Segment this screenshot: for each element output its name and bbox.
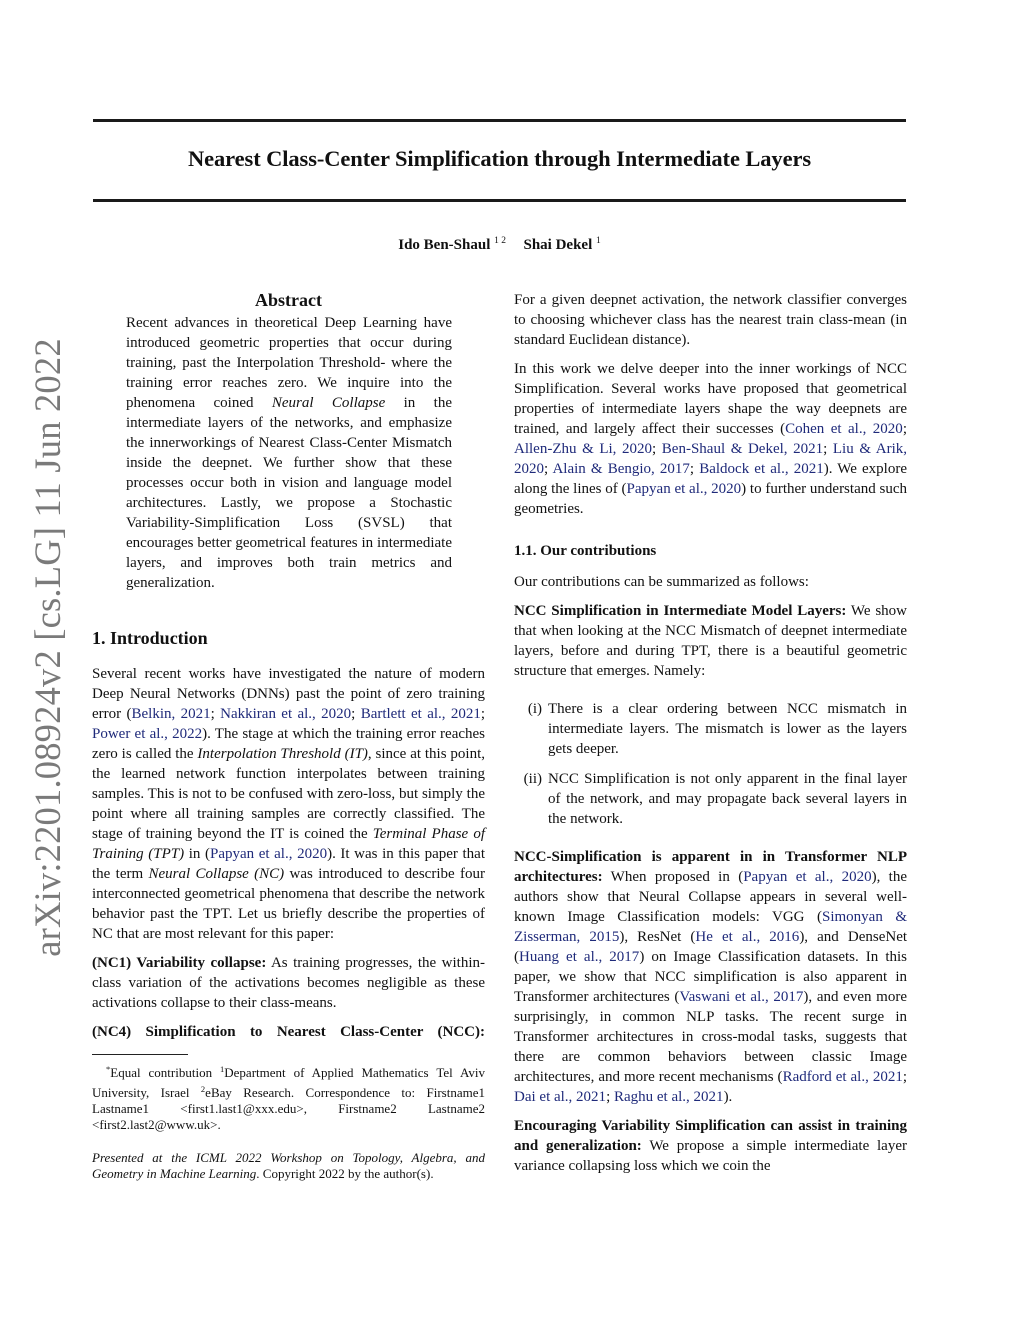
citation-link[interactable]: Alain & Bengio, 2017 [552, 461, 690, 477]
emphasis: Neural Collapse (NC) [148, 866, 285, 882]
contribution-item [514, 601, 907, 681]
footnote-rule [92, 1054, 188, 1055]
text: ; [210, 706, 221, 722]
abstract-text: in the intermediate layers of the networks, and emphasize the innerworkings of Nearest Class-Center Mismatch inside the deepnet. We further show that these processes occur both in vision and language model architectures. Lastly, we propose a Stochastic Variability-Simplification Loss (SVSL) that encourages better geometrical features in intermediate layers, and improves both train metrics and generalization. [126, 395, 452, 591]
list-number: (i) [527, 701, 542, 717]
citation-link[interactable]: Cohen et al., 2020 [785, 421, 903, 437]
footnote-mark: 2 [200, 1084, 206, 1094]
arxiv-identifier-stamp [22, 338, 72, 957]
text: ). It was in this paper that the term [92, 846, 486, 882]
text: We show that when looking at the NCC Mismatch of deepnet intermediate layers, before and during TPT, there is a beautiful geometric structure that emerges. Namely: [514, 603, 907, 679]
workshop-notice [92, 1150, 485, 1182]
text: ; [689, 461, 700, 477]
text: When proposed in ( [602, 869, 744, 885]
text: ). [723, 1089, 733, 1105]
text: ; [606, 1089, 614, 1105]
footnote-mark: * [106, 1064, 111, 1074]
arxiv-id-text: arXiv:2201.08924v2 [cs.LG] 11 Jun 2022 [26, 338, 68, 957]
text: was introduced to describe four interconnected geometrical phenomena that describe the network behavior past the TPT. Let us briefly describe the properties of NC that are most relevant for this paper: [92, 866, 485, 942]
citation-link[interactable]: Power et al., 2022 [92, 726, 203, 742]
text: ; [652, 441, 662, 457]
text: As training progresses, the within-class variation of the activations becomes negligible as these activations collapse to their class-means. [92, 955, 485, 1011]
emphasis: Presented at the ICML 2022 Workshop on Topology, Algebra, and Geometry in Machine Learning [92, 1150, 485, 1181]
text: ), and DenseNet ( [514, 929, 908, 965]
nc4-heading-paragraph [92, 1022, 485, 1042]
right-column [514, 290, 907, 1185]
text: ), the authors show that Neural Collapse appears in several well-known Image Classification models: VGG ( [514, 869, 907, 925]
contribution-label: NCC Simplification in Intermediate Model Layers: [514, 603, 847, 619]
nc4-label: (NC4) Simplification to Nearest Class-Center (NCC): [92, 1024, 485, 1040]
text: Equal contribution [110, 1065, 221, 1080]
text: ; [480, 706, 486, 722]
text: ), and even more surprisingly, in common NLP tasks. The recent surge in Transformer architectures in cross-modal tasks, suggests that there are common behaviors between classic Image architectures, and more recent mechanisms ( [514, 989, 907, 1085]
text: . Copyright 2022 by the author(s). [256, 1166, 434, 1181]
contribution-item [514, 847, 907, 1107]
contribution-item [514, 1116, 907, 1176]
contribution-label: Encouraging Variability Simplification can assist in training and generalization: [514, 1118, 907, 1154]
text: ), ResNet ( [619, 929, 696, 945]
text: ; [823, 441, 833, 457]
paper-title: Nearest Class-Center Simplification through Intermediate Layers [187, 146, 811, 171]
citation-link[interactable]: Raghu et al., 2021 [613, 1089, 724, 1105]
citation-link[interactable]: Allen-Zhu & Li, 2020 [514, 441, 653, 457]
contribution-label: NCC-Simplification is apparent in in Transformer NLP architectures: [514, 849, 907, 885]
text: In this work we delve deeper into the inner workings of NCC Simplification. Several works have proposed that geometrical properties of intermediate layers shape the way deepnets are trained, and largely affect their successes ( [514, 361, 907, 437]
text: ) to further understand such geometries. [514, 481, 907, 517]
list-text: NCC Simplification is not only apparent in the final layer of the network, and may propagate back several layers in the network. [548, 771, 907, 827]
text: ; [351, 706, 361, 722]
abstract-heading: Abstract [255, 290, 322, 310]
list-number: (ii) [523, 771, 542, 787]
text: Department of Applied Mathematics Tel Aviv University, Israel [92, 1065, 485, 1100]
text: ; [544, 461, 553, 477]
text: Several recent works have investigated the nature of modern Deep Neural Networks (DNNs) past the point of zero training error ( [92, 666, 485, 722]
text: in ( [184, 846, 210, 862]
list-item [514, 769, 907, 829]
citation-link[interactable]: Ben-Shaul & Dekel, 2021 [661, 441, 824, 457]
citation-link[interactable]: Nakkiran et al., 2020 [220, 706, 352, 722]
text: ; [902, 1069, 907, 1085]
nc1-paragraph [92, 953, 485, 1013]
citation-link[interactable]: Bartlett et al., 2021 [360, 706, 481, 722]
footnote-affiliations [92, 1061, 485, 1133]
citation-link[interactable]: Baldock et al., 2021 [699, 461, 824, 477]
author-affiliation: 1 [596, 236, 601, 246]
abstract-body [126, 313, 452, 593]
text: ). We explore along the lines of ( [514, 461, 908, 497]
citation-link[interactable]: Huang et al., 2017 [519, 949, 640, 965]
citation-link[interactable]: Simonyan & Zisserman, 2015 [514, 909, 907, 945]
emphasis: Interpolation Threshold (IT) [197, 746, 368, 762]
citation-link[interactable]: Dai et al., 2021 [514, 1089, 607, 1105]
list-text: There is a clear ordering between NCC mismatch in intermediate layers. The mismatch is lower as the layers gets deeper. [548, 701, 907, 757]
footnote-mark: 1 [220, 1064, 225, 1074]
title-rule-bottom [93, 199, 906, 202]
citation-link[interactable]: He et al., 2016 [695, 929, 800, 945]
intro-paragraph [514, 359, 907, 519]
text: ) on Image Classification datasets. In this paper, we show that NCC simplification is also apparent in Transformer architectures ( [514, 949, 908, 1005]
enumerated-list [514, 699, 907, 829]
section-heading-introduction: 1. Introduction [92, 628, 208, 648]
text: ). The stage at which the training error reaches zero is called the [92, 726, 486, 762]
text: We propose a simple intermediate layer variance collapsing loss which we coin the [514, 1138, 907, 1174]
contributions-intro: Our contributions can be summarized as follows: [514, 574, 809, 590]
citation-link[interactable]: Radford et al., 2021 [782, 1069, 903, 1085]
abstract-emphasis: Neural Collapse [271, 395, 386, 411]
author-list [93, 236, 906, 254]
text: ; [902, 421, 907, 437]
text: , since at this point, the learned network function interpolates between training samples. This is not to be confused with zero-loss, but simply the point where all training samples are correctly classified. The stage of training beyond the IT is coined the [92, 746, 486, 842]
left-column [92, 288, 485, 1182]
author-affiliation: 1 2 [494, 236, 506, 246]
abstract-text: Recent advances in theoretical Deep Learning have introduced geometric properties that occur during training, past the Interpolation Threshold- where the training error reaches zero. We inquire into the phenomena coined [126, 315, 452, 411]
citation-link[interactable]: Papyan et al., 2020 [209, 846, 328, 862]
citation-link[interactable]: Papyan et al., 2020 [626, 481, 742, 497]
author-name: Shai Dekel [523, 237, 593, 253]
nc1-label: (NC1) Variability collapse: [92, 955, 267, 971]
nc4-body-paragraph: For a given deepnet activation, the network classifier converges to choosing whichever class has the nearest train class-mean (in standard Euclidean distance). [514, 292, 907, 348]
text: eBay Research. Correspondence to: Firstname1 Lastname1 <first1.last1@xxx.edu>, Firstname2 Lastname2 <first2.last2@www.uk>. [92, 1085, 485, 1132]
emphasis: Terminal Phase of Training (TPT) [92, 826, 486, 862]
title-rule-top [93, 119, 906, 122]
citation-link[interactable]: Liu & Arik, 2020 [514, 441, 907, 477]
citation-link[interactable]: Belkin, 2021 [131, 706, 211, 722]
subsection-heading-contributions: 1.1. Our contributions [514, 543, 657, 559]
author-name: Ido Ben-Shaul [398, 237, 491, 253]
intro-paragraph [92, 664, 485, 944]
citation-link[interactable]: Papyan et al., 2020 [743, 869, 872, 885]
list-item [514, 699, 907, 759]
citation-link[interactable]: Vaswani et al., 2017 [679, 989, 804, 1005]
